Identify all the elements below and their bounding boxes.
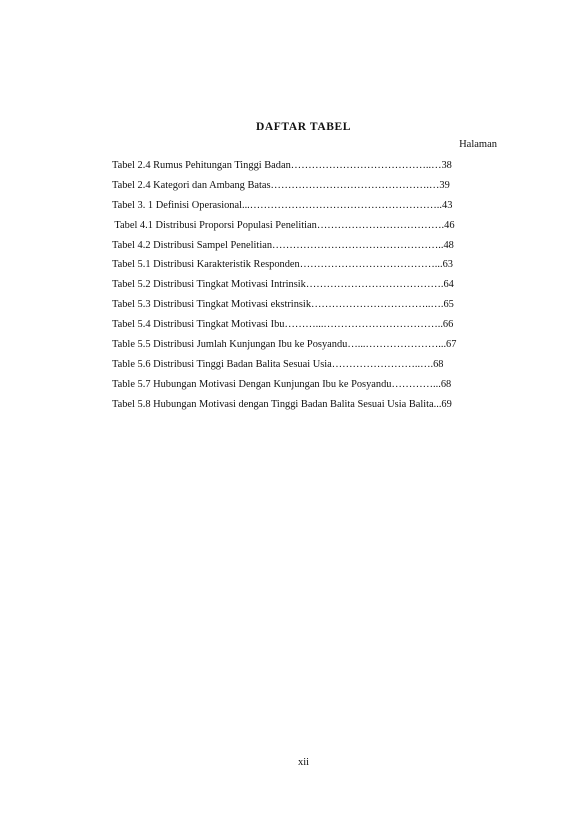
table-list bbox=[112, 156, 498, 415]
table-entry-5-1: Tabel 5.1 Distribusi Karakteristik Responden…………………………………...63 bbox=[112, 259, 453, 271]
table-entry-5-5: Table 5.5 Distribusi Jumlah Kunjungan Ibu ke Posyandu…...…………………...67 bbox=[112, 339, 457, 351]
table-entry-5-2: Tabel 5.2 Distribusi Tingkat Motivasi Intrinsik………………………………….64 bbox=[112, 279, 454, 291]
table-entry-2-4-rumus: Tabel 2.4 Rumus Pehitungan Tinggi Badan…………………………………..…38 bbox=[112, 160, 452, 171]
page-column-label: Halaman bbox=[459, 139, 497, 150]
table-entry-5-4: Tabel 5.4 Distribusi Tingkat Motivasi Ibu………...……………………………..66 bbox=[112, 319, 454, 331]
table-entry-4-2: Tabel 4.2 Distribusi Sampel Penelitian…………………………………………..48 bbox=[112, 239, 454, 251]
page-number: xii bbox=[297, 757, 310, 768]
page-title: DAFTAR TABEL bbox=[255, 121, 352, 133]
table-entry-5-7: Table 5.7 Hubungan Motivasi Dengan Kunjungan Ibu ke Posyandu…………...68 bbox=[112, 378, 452, 390]
table-entry-4-1: Tabel 4.1 Distribusi Proporsi Populasi Penelitian……………………………….46 bbox=[112, 219, 455, 231]
table-entry-5-3: Tabel 5.3 Distribusi Tingkat Motivasi ekstrinsik……………………………..….65 bbox=[112, 299, 454, 311]
table-entry-3-1: Tabel 3. 1 Definisi Operasional...………………………………………………..43 bbox=[112, 199, 453, 211]
table-entry-2-4-kategori: Tabel 2.4 Kategori dan Ambang Batas……………………………………….…39 bbox=[112, 179, 450, 191]
table-entry-5-6: Table 5.6 Distribusi Tinggi Badan Balita Sesuai Usia……………………..….68 bbox=[112, 358, 444, 370]
table-entry-5-8: Tabel 5.8 Hubungan Motivasi dengan Tinggi Badan Balita Sesuai Usia Balita...69 bbox=[112, 398, 452, 410]
